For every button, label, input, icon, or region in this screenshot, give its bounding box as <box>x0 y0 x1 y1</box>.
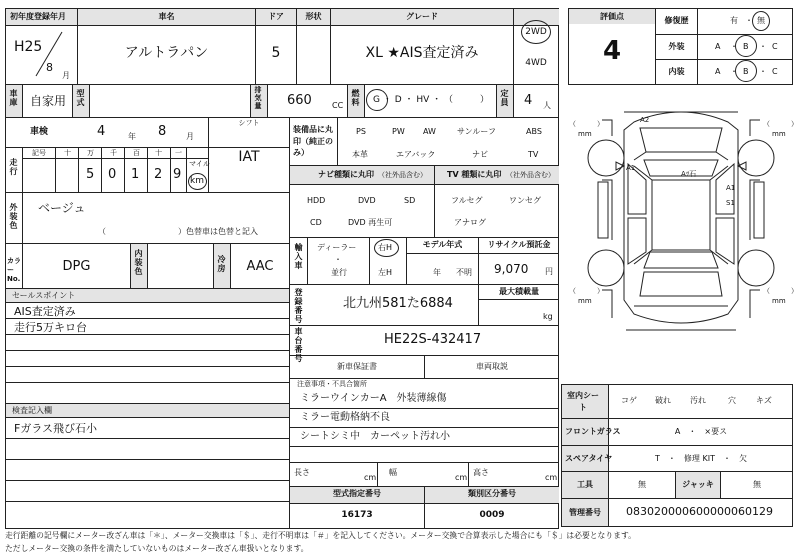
designation-number: 16173 <box>341 510 373 520</box>
footer-line-2: ただしメーター交換の条件を満たしていないものはメーター改ざん車扱いとなります。 <box>5 544 309 553</box>
front-glass-options: A ・ ×要ス <box>674 427 728 436</box>
repair-dot: ・ <box>745 16 753 25</box>
interior-grade-label: 内装 <box>668 67 685 76</box>
drive-4wd: 4WD <box>525 58 547 68</box>
interior-color-label: 内装色 <box>134 249 143 276</box>
bracket-tr: （ ） <box>763 120 798 128</box>
bracket-tr-unit: mm <box>772 130 786 138</box>
notice-line-3: シートシミ中 カーペット汚れ小 <box>300 431 450 442</box>
interior-grade-c: C <box>772 67 778 76</box>
recycle-unit: 円 <box>545 267 553 276</box>
width-unit: cm <box>455 473 468 482</box>
exterior-label: 外装色 <box>9 203 18 230</box>
jack-label: ジャッキ <box>682 480 714 489</box>
class-number: 0009 <box>479 510 505 520</box>
import-parallel: 並行 <box>331 268 347 277</box>
ac-label: 冷房 <box>217 255 226 273</box>
tools-value: 無 <box>638 480 646 489</box>
navi-sub: （社外品含む） <box>378 171 427 179</box>
chassis-number: HE22S-432417 <box>384 332 482 347</box>
mileage-digit-5: 9 <box>173 167 182 182</box>
import-dealer: ディーラー <box>317 243 357 252</box>
bracket-bl: （ ） <box>569 287 604 295</box>
exterior-grade-a: A <box>715 42 721 51</box>
chassis-label: 車台番号 <box>294 327 303 363</box>
damage-label-a1-left: A1 <box>626 164 636 172</box>
damage-label-a2: A2 <box>640 116 650 124</box>
spare-tire-options: T ・ 修理 KIT ・ 欠 <box>655 454 747 463</box>
equip-abs: ABS <box>526 127 542 136</box>
tools-label: 工具 <box>577 480 593 489</box>
recycle-label: リサイクル預託金 <box>487 240 551 249</box>
bracket-bl-unit: mm <box>578 297 592 305</box>
first-reg-month: 8 <box>46 61 53 74</box>
interior-grade-dot1: ・ <box>730 67 738 76</box>
seat-option-scratch: キズ <box>756 396 772 405</box>
drive-2wd: 2WD <box>525 27 547 37</box>
shift-label: シフト <box>238 119 260 127</box>
model-year-year: 年 <box>433 268 441 277</box>
management-label: 管理番号 <box>569 508 601 517</box>
height-label: 高さ <box>473 468 489 477</box>
inspection-year: 4 <box>97 124 106 139</box>
model-year-unknown: 不明 <box>456 268 472 277</box>
mileage-unit: km <box>190 176 204 186</box>
front-glass-label: フロントガラス <box>565 427 621 436</box>
warranty-label: 新車保証書 <box>337 362 377 371</box>
tv-label: TV 種類に丸印 <box>447 170 502 179</box>
digit-header-1: 万 <box>87 149 94 157</box>
right-hand: 右H <box>378 243 393 252</box>
mileage-digit-4: 2 <box>154 167 163 182</box>
digit-header-2: 千 <box>110 149 117 157</box>
exterior-color: ベージュ <box>38 201 86 215</box>
navi-dvd-play: DVD 再生可 <box>348 218 393 227</box>
capacity-unit: 人 <box>543 101 551 110</box>
displacement-label: 排気量 <box>254 86 262 110</box>
bracket-br: （ ） <box>763 287 798 295</box>
digit-header-3: 百 <box>133 149 140 157</box>
tv-analog: アナログ <box>454 218 486 227</box>
car-diagram <box>566 100 796 380</box>
inspection-year-unit: 年 <box>128 132 136 141</box>
model-year-label: モデル年式 <box>422 240 463 249</box>
digit-header-5: 一 <box>175 149 182 157</box>
navi-dvd: DVD <box>358 196 376 205</box>
displacement-value: 660 <box>287 93 312 108</box>
mileage-digit-2: 0 <box>108 167 117 182</box>
door-count: 5 <box>271 45 281 61</box>
ac-value: AAC <box>246 259 274 274</box>
mile-label: マイル <box>189 160 210 168</box>
rating-score: 4 <box>602 36 622 66</box>
manual-label: 車両取説 <box>476 362 508 371</box>
first-reg-era-year: H25 <box>14 39 43 55</box>
car-name: アルトラパン <box>124 45 209 61</box>
registration-number: 北九州581た6884 <box>343 296 453 311</box>
seat-option-burn: コゲ <box>621 396 637 405</box>
bracket-br-unit: mm <box>772 297 786 305</box>
interior-grade-b: B <box>743 67 749 76</box>
import-dot: ・ <box>334 255 342 264</box>
grade-value: XL ★AIS査定済み <box>365 45 479 61</box>
inspector-notes-label: 検査記入欄 <box>12 406 52 415</box>
max-load-unit: kg <box>543 312 553 321</box>
bracket-tl-unit: mm <box>578 130 592 138</box>
grade-label: グレード <box>406 12 438 21</box>
digit-header-4: 十 <box>155 149 162 157</box>
model-label: 型式 <box>76 89 85 107</box>
fuel-label: 燃料 <box>351 89 360 107</box>
equip-ps: PS <box>356 127 366 136</box>
rating-label: 評価点 <box>600 12 624 21</box>
capacity-label: 定員 <box>500 89 509 107</box>
equip-airbag: エアバック <box>396 150 436 159</box>
management-number: 083020000600000060129 <box>626 505 773 518</box>
damage-label-s1: S1 <box>726 199 735 207</box>
exterior-grade-label: 外装 <box>668 42 685 51</box>
usage-value: 自家用 <box>30 94 67 108</box>
notice-line-1: ミラーウインカーA 外装薄線傷 <box>300 393 447 404</box>
sales-point-line-2: 走行5万キロ台 <box>14 321 87 334</box>
capacity-value: 4 <box>524 93 533 108</box>
exterior-grade-c: C <box>772 42 778 51</box>
displacement-unit: CC <box>332 101 344 110</box>
bracket-tl: （ ） <box>569 120 604 128</box>
repair-no: 無 <box>757 16 765 25</box>
tv-fullseg: フルセグ <box>451 196 483 205</box>
jack-value: 無 <box>753 480 761 489</box>
exterior-grade-dot2: ・ <box>759 42 767 51</box>
exterior-note: （ ）色替車は色替と記入 <box>98 227 258 236</box>
first-reg-label: 初年度登録年月 <box>10 12 66 21</box>
tv-oneseg: ワンセグ <box>509 196 541 205</box>
notices-label: 注意事項・不具合箇所 <box>297 380 367 388</box>
mileage-label: 走行 <box>9 158 18 176</box>
length-unit: cm <box>364 473 377 482</box>
registration-label: 登録番号 <box>294 288 303 324</box>
seat-option-hole: 穴 <box>728 396 736 405</box>
equip-leather: 本革 <box>352 150 368 159</box>
inspection-month-unit: 月 <box>186 132 194 141</box>
usage-label: 車庫 <box>9 89 18 107</box>
repair-label: 修復歴 <box>664 16 689 25</box>
mileage-code-label: 記号 <box>32 149 46 157</box>
seat-option-tear: 破れ <box>655 396 671 405</box>
repair-yes: 有 <box>730 16 738 25</box>
interior-grade-a: A <box>715 67 721 76</box>
sales-points-label: セールスポイント <box>12 291 76 300</box>
exterior-grade-b: B <box>743 42 749 51</box>
fuel-options: G ・ D ・ HV ・ （ ） <box>373 95 489 105</box>
damage-label-windshield: Aﾂ石 <box>681 170 697 178</box>
car-name-label: 車名 <box>158 12 175 21</box>
inspection-month: 8 <box>158 124 167 139</box>
mileage-digit-1: 5 <box>86 167 95 182</box>
equip-sunroof: サンルーフ <box>457 127 496 136</box>
class-label: 類別区分番号 <box>468 489 516 498</box>
equipment-label: 装備品に丸印（純正のみ） <box>293 125 333 158</box>
mileage-digit-3: 1 <box>131 167 140 182</box>
shape-label: 形状 <box>305 12 322 21</box>
seat-option-dirt: 汚れ <box>690 396 706 405</box>
width-label: 幅 <box>389 468 397 477</box>
navi-sd: SD <box>404 196 416 205</box>
color-no-label: カラーNo. <box>7 257 21 284</box>
seat-label: 室内シート <box>567 391 599 412</box>
left-hand: 左H <box>378 268 393 277</box>
footer-line-1: 走行距離の記号欄にメーター改ざん車は「＊」、メーター交換車は「＄」、走行不明車は「＃」を記入してください。メーター交換で合算表示した場合にも「＄」は必要となります。 <box>5 531 636 540</box>
navi-label: ナビ種類に丸印 <box>318 170 374 179</box>
interior-grade-dot2: ・ <box>759 67 767 76</box>
designation-label: 型式指定番号 <box>333 489 381 498</box>
shift-value: IAT <box>238 149 260 165</box>
digit-header-0: 十 <box>64 149 71 157</box>
door-label: ドア <box>268 12 284 21</box>
equip-tv: TV <box>528 150 539 159</box>
equip-aw: AW <box>423 127 436 136</box>
navi-hdd: HDD <box>307 196 326 205</box>
notice-line-2: ミラー電動格納不良 <box>300 412 390 423</box>
color-no-value: DPG <box>62 259 91 274</box>
sales-point-line-1: AIS査定済み <box>14 305 76 318</box>
inspector-note-line-1: Fガラス飛び石小 <box>14 422 97 435</box>
inspection-label: 車検 <box>30 127 49 137</box>
damage-label-a1-right: A1 <box>726 184 736 192</box>
equip-pw: PW <box>392 127 405 136</box>
first-reg-month-unit: 月 <box>62 71 70 80</box>
tv-sub: （社外品含む） <box>506 171 555 179</box>
recycle-value: 9,070 <box>494 262 529 276</box>
equip-navi: ナビ <box>472 150 488 159</box>
height-unit: cm <box>545 473 558 482</box>
exterior-grade-dot1: ・ <box>730 42 738 51</box>
max-load-label: 最大積載量 <box>499 287 539 296</box>
import-label: 輸入車 <box>294 243 303 270</box>
navi-cd: CD <box>310 218 322 227</box>
spare-tire-label: スペアタイヤ <box>565 454 613 463</box>
length-label: 長さ <box>294 468 310 477</box>
